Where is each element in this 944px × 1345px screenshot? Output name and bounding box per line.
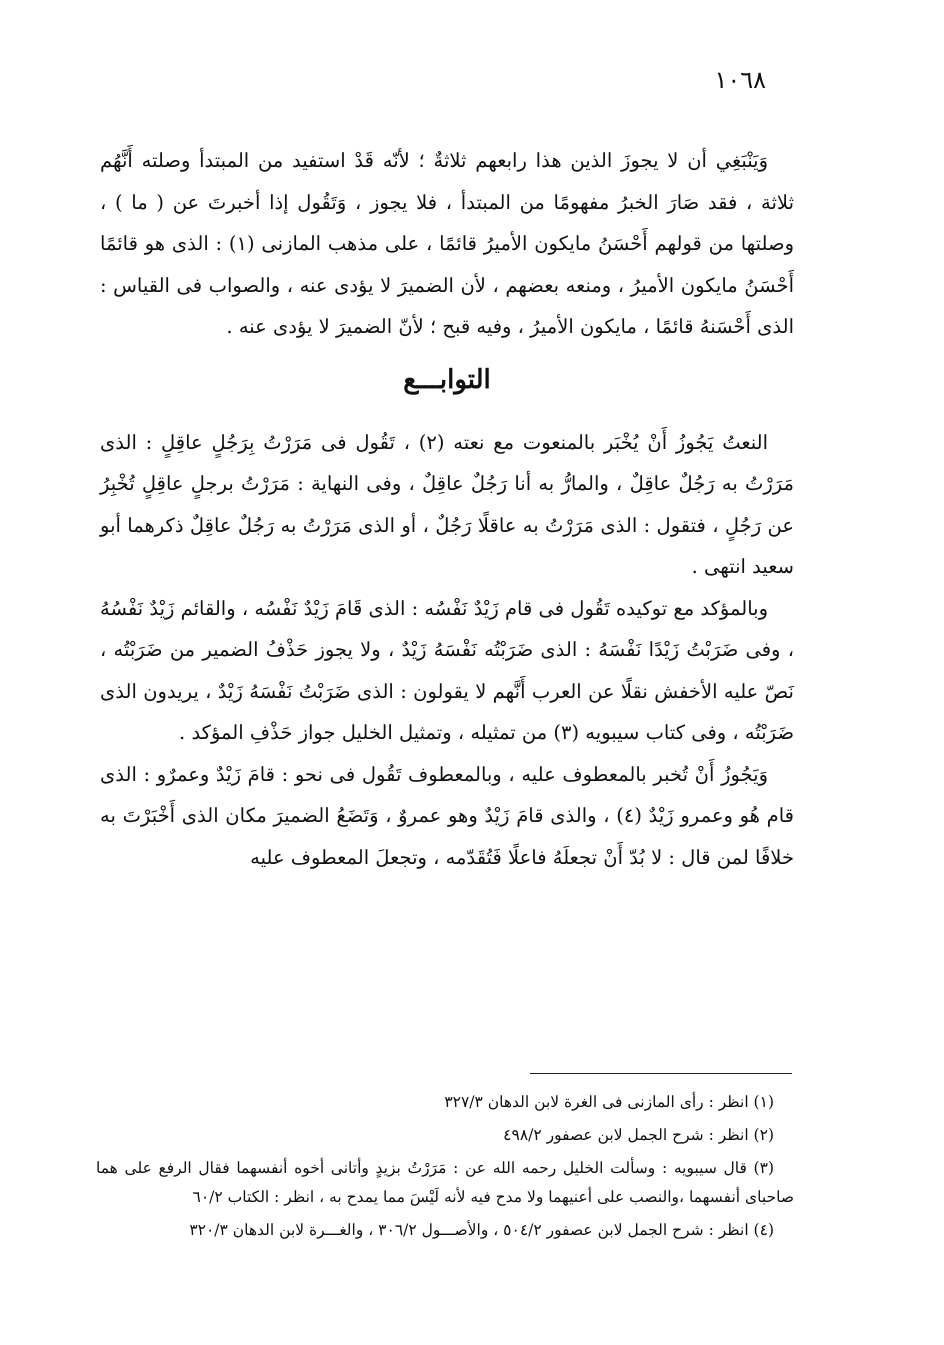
- footnote-3: (٣) قال سيبويه : وسألت الخليل رحمه الله عن : مَرَرْتُ بزيدٍ وأتانى أخوه أنفسهما فقال الرفع على هما صاحباى أنفسهما ،والنصب على أعنيهما ولا مدح فيه لأنه لَيْسَ مما يمدح به ، انظر : الكتاب ٦٠/٢: [96, 1159, 794, 1206]
- footnote-1: (١) انظر : رأى المازنى فى الغرة لابن الدهان ٣٢٧/٣: [444, 1093, 774, 1111]
- footnote-divider: [530, 1073, 792, 1074]
- main-text: [100, 140, 794, 878]
- page-number: ١٠٦٨: [714, 66, 766, 94]
- paragraph-atf: وَيَجُوزُ أَنْ تُخبر بالمعطوف عليه ، وبالمعطوف تَقُول فى نحو : قامَ زَيْدٌ وعمرٌو : الذى قام هُو وعمرو زَيْدٌ (٤) ، والذى قامَ زَيْدٌ وهو عمروٌ ، وَتَضَعُ الضميرَ مكان الذى أَخْبَرْتَ به خلافًا لمن قال : لا بُدّ أَنْ تجعلَهُ فاعلًا فَتُقَدّمه ، وتجعلَ المعطوف عليه: [100, 762, 794, 869]
- section-heading: التوابـــع: [403, 364, 491, 395]
- footnote-4: (٤) انظر : شرح الجمل لابن عصفور ٥٠٤/٢ ، والأصـــول ٣٠٦/٢ ، والغـــرة لابن الدهان ٣٢٠/٣: [189, 1221, 774, 1239]
- footnotes: [96, 1088, 794, 1249]
- paragraph-intro: وَيَنْبَغِي أن لا يجوزَ الذين هذا رابعهم ثلاثةٌ ؛ لأنّه قَدْ استفيد من المبتدأ وصلته أَنَّهُم ثلاثة ، فقد صَارَ الخبرُ مفهومًا من المبتدأ ، فلا يجوز ، وَتَقُول إذا أخبرتَ عن ( ما ) ، وصلتها من قولهم أَحْسَنُ مايكون الأميرُ قائمًا ، على مذهب المازنى (١) : الذى هو قائمًا أَحْسَنُ مايكون الأميرُ ، ومنعه بعضهم ، لأن الضميرَ لا يؤدى عنه ، والصواب فى القياس : الذى أَحْسَنهُ قائمًا ، مايكون الأميرُ ، وفيه قبح ؛ لأنّ الضميرَ لا يؤدى عنه .: [100, 149, 794, 338]
- paragraph-tawkid: وبالمؤكد مع توكيده تَقُول فى قام زَيْدٌ نَفْسُه : الذى قَامَ زَيْدٌ نَفْسُه ، والقائم زَيْدٌ نَفْسُهُ ، وفى ضَرَبْتُ زَيْدًا نَفْسَهُ : الذى ضَرَبْتُه نَفْسَهُ زَيْدٌ ، ولا يجوز حَذْفُ الضمير من ضَرَبْتُه ، نَصّ عليه الأخفش نقلًا عن العرب أَنَّهم لا يقولون : الذى ضَرَبْتُ نَفْسَهُ زَيْدٌ ، يريدون الذى ضَرَبْتُه ، وفى كتاب سيبويه (٣) من تمثيله ، وتمثيل الخليل جواز حَذْفِ المؤكد .: [100, 596, 794, 744]
- paragraph-naat: النعتُ يَجُوزُ أَنْ يُخْبَر بالمنعوت مع نعته (٢) ، تَقُول فى مَرَرْتُ بِرَجُلٍ عاقِلٍ : الذى مَرَرْتُ به رَجُلٌ عاقِلٌ ، والمارُّ به أنا رَجُلٌ عاقِلٌ ، وفى النهاية : مَرَرْتُ برجلٍ عاقِلٍ تُخْبِرُ عن رَجُلٍ ، فتقول : الذى مَرَرْتُ به عاقلًا رَجُلٌ ، أو الذى مَرَرْتُ به رَجُلٌ عاقِلٌ ذكرهما أبو سعيد انتهى .: [100, 430, 794, 578]
- footnote-2: (٢) انظر : شرح الجمل لابن عصفور ٤٩٨/٢: [503, 1126, 774, 1144]
